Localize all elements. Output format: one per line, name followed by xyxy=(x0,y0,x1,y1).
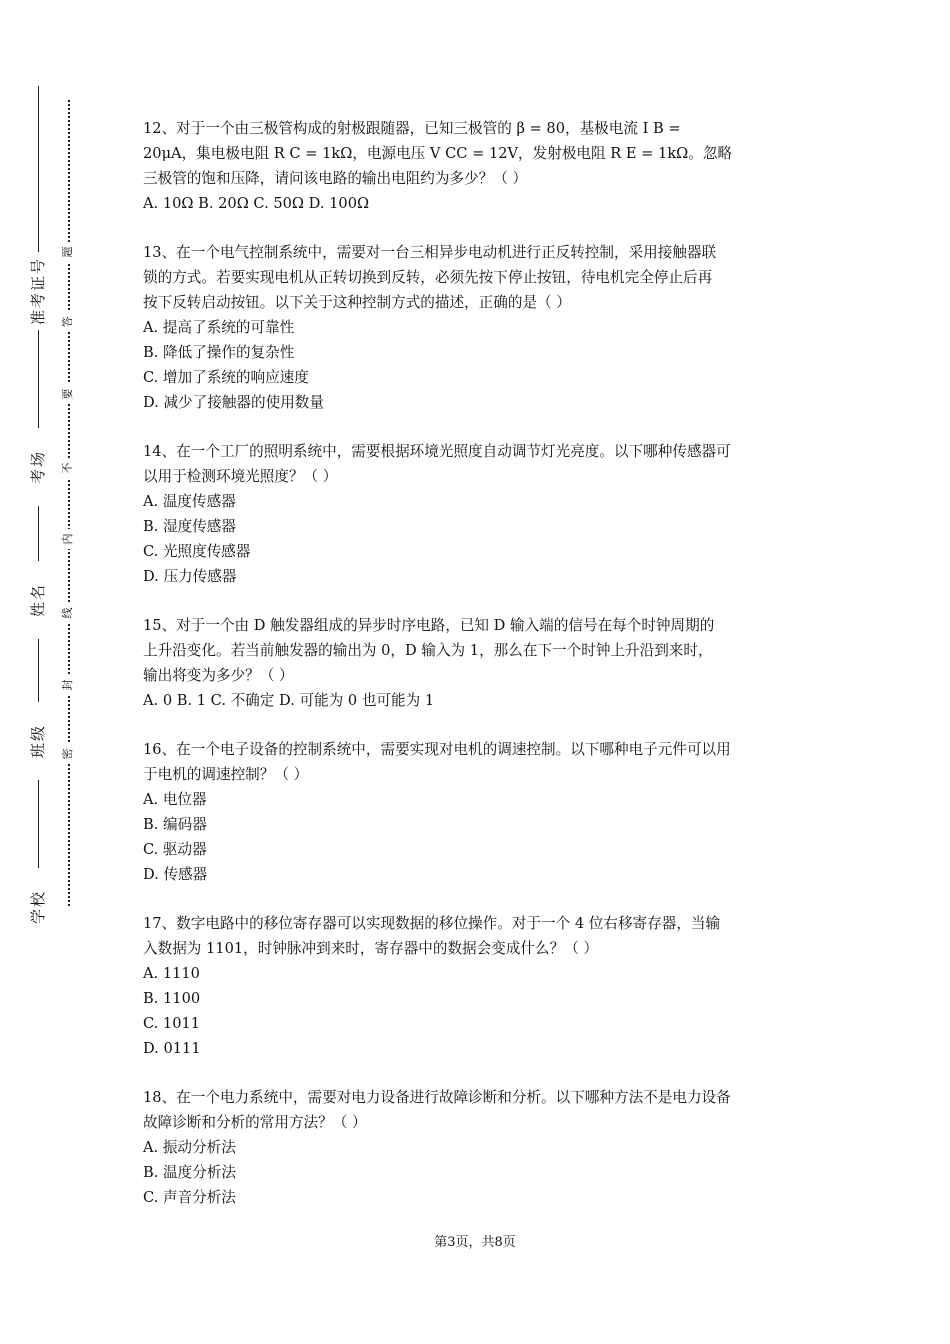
option-d: D. 减少了接触器的使用数量 xyxy=(143,394,324,411)
option-a: A. 电位器 xyxy=(143,791,207,808)
question-list xyxy=(143,116,815,1234)
question-text: 上升沿变化。若当前触发器的输出为 0，D 输入为 1，那么在下一个时钟上升沿到来时， xyxy=(143,642,713,659)
question-18 xyxy=(143,1085,815,1210)
question-text: 三极管的饱和压降，请问该电路的输出电阻约为多少？（ ） xyxy=(143,170,528,187)
question-16 xyxy=(143,737,815,887)
question-13 xyxy=(143,240,815,415)
option-c: C. 1011 xyxy=(143,1015,201,1032)
question-text: 锁的方式。若要实现电机从正转切换到反转，必须先按下停止按钮，待电机完全停止后再 xyxy=(143,269,713,286)
seal-char: 内 xyxy=(58,529,78,549)
option-c: C. 光照度传感器 xyxy=(143,543,251,560)
option-b: B. 编码器 xyxy=(143,816,207,833)
seal-char: 密 xyxy=(58,744,78,764)
option-line: A. 0 B. 1 C. 不确定 D. 可能为 0 也可能为 1 xyxy=(143,692,435,709)
binding-margin-labels xyxy=(0,0,60,1344)
seal-char: 要 xyxy=(58,384,78,404)
question-text: 18、在一个电力系统中，需要对电力设备进行故障诊断和分析。以下哪种方法不是电力设备 xyxy=(143,1089,731,1106)
option-c: C. 驱动器 xyxy=(143,841,207,858)
option-c: C. 增加了系统的响应速度 xyxy=(143,369,309,386)
option-a: A. 振动分析法 xyxy=(143,1139,236,1156)
option-d: D. 0111 xyxy=(143,1040,201,1057)
question-text: 12、对于一个由三极管构成的射极跟随器，已知三极管的 β = 80，基极电流 I B = xyxy=(143,120,681,137)
question-text: 17、数字电路中的移位寄存器可以实现数据的移位操作。对于一个 4 位右移寄存器，当输 xyxy=(143,915,721,932)
question-15 xyxy=(143,613,815,713)
question-text: 20μA，集电极电阻 R C = 1kΩ，电源电压 V CC = 12V，发射极电阻 R E = 1kΩ。忽略 xyxy=(143,145,733,162)
question-text: 15、对于一个由 D 触发器组成的异步时序电路，已知 D 输入端的信号在每个时钟周期的 xyxy=(143,617,715,634)
question-text: 于电机的调速控制？（ ） xyxy=(143,766,309,783)
question-text: 按下反转启动按钮。以下关于这种控制方式的描述，正确的是（ ） xyxy=(143,294,571,311)
page-number-footer: 第3页，共8页 xyxy=(434,1235,516,1250)
option-c: C. 声音分析法 xyxy=(143,1189,236,1206)
seal-char: 答 xyxy=(58,312,78,332)
option-a: A. 1110 xyxy=(143,965,200,982)
option-d: D. 压力传感器 xyxy=(143,568,237,585)
question-14 xyxy=(143,439,815,589)
option-line: A. 10Ω B. 20Ω C. 50Ω D. 100Ω xyxy=(143,195,370,212)
question-12 xyxy=(143,116,815,216)
seal-char: 题 xyxy=(58,242,78,262)
question-17 xyxy=(143,911,815,1061)
exam-room-label: 考场 xyxy=(28,428,48,506)
option-d: D. 传感器 xyxy=(143,866,208,883)
class-label: 班级 xyxy=(28,702,48,780)
option-a: A. 温度传感器 xyxy=(143,493,236,510)
seal-char: 线 xyxy=(58,603,78,623)
exam-number-label: 准考证号 xyxy=(28,252,48,330)
seal-char: 封 xyxy=(58,675,78,695)
question-text: 故障诊断和分析的常用方法？（ ） xyxy=(143,1114,367,1131)
option-b: B. 温度分析法 xyxy=(143,1164,236,1181)
school-label: 学校 xyxy=(28,868,48,946)
seal-dotted-line xyxy=(68,100,70,906)
seal-char: 不 xyxy=(58,458,78,478)
option-b: B. 湿度传感器 xyxy=(143,518,236,535)
option-b: B. 1100 xyxy=(143,990,201,1007)
option-b: B. 降低了操作的复杂性 xyxy=(143,344,295,361)
question-text: 14、在一个工厂的照明系统中，需要根据环境光照度自动调节灯光亮度。以下哪种传感器可 xyxy=(143,443,731,460)
name-label: 姓名 xyxy=(28,561,48,639)
question-text: 以用于检测环境光照度？（ ） xyxy=(143,468,338,485)
question-text: 16、在一个电子设备的控制系统中，需要实现对电机的调速控制。以下哪种电子元件可以用 xyxy=(143,741,731,758)
question-text: 输出将变为多少？（ ） xyxy=(143,667,294,684)
question-text: 入数据为 1101，时钟脉冲到来时，寄存器中的数据会变成什么？（ ） xyxy=(143,940,599,957)
question-text: 13、在一个电气控制系统中，需要对一台三相异步电动机进行正反转控制，采用接触器联 xyxy=(143,244,717,261)
option-a: A. 提高了系统的可靠性 xyxy=(143,319,295,336)
